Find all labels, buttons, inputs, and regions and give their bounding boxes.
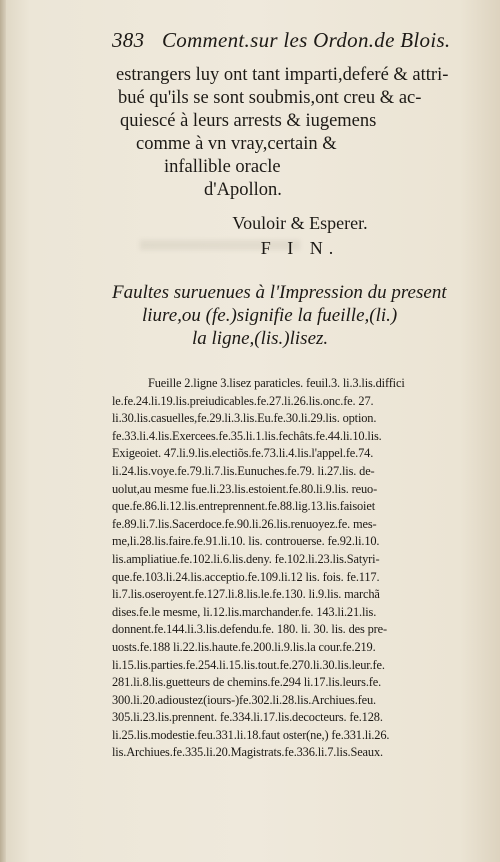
errata-heading-line: la ligne,(lis.)lisez. [192,328,329,349]
errata-line: fe.89.li.7.lis.Sacerdoce.fe.90.li.26.lis.renuoyez.fe. mes- [112,516,377,531]
body-line: bué qu'ils se sont soubmis,ont creu & ac- [118,88,422,108]
errata-line: uolut,au mesme fue.li.23.lis.estoient.fe.80.li.9.lis. reuo- [112,481,378,496]
errata-list [112,375,490,762]
errata-line: li.30.lis.casuelles,fe.29.li.3.lis.Eu.fe.30.li.29.lis. option. [112,411,377,426]
closing-paragraph [116,64,484,202]
errata-line: le.fe.24.li.19.lis.preiudicables.fe.27.li.26.lis.onc.fe. 27. [112,393,374,408]
errata-line: que.fe.103.li.24.lis.acceptio.fe.109.li.12 lis. fois. fe.117. [112,569,380,584]
errata-line: 300.li.20.adioustez(iours-)fe.302.li.28.lis.Archiues.feu. [112,692,376,707]
page-header [112,28,482,53]
errata-line: 305.li.23.lis.prennent. fe.334.li.17.lis.decocteurs. fe.128. [112,710,383,725]
page-gutter [0,0,6,862]
errata-line: li.25.lis.modestie.feu.331.li.18.faut oster(ne,) fe.331.li.26. [112,727,390,742]
running-title: Comment.sur les Ordon.de Blois. [161,28,451,52]
errata-line: lis.Archiues.fe.335.li.20.Magistrats.fe.336.li.7.lis.Seaux. [112,745,383,760]
errata-line: Fueille 2.ligne 3.lisez paraticles. feuil.3. li.3.lis.diffici [148,376,405,390]
errata-heading-line: liure,ou (fe.)signifie la fueille,(li.) [142,305,398,326]
errata-line: dises.fe.le mesme, li.12.lis.marchander.fe. 143.li.21.lis. [112,604,377,619]
body-line: d'Apollon. [204,180,282,200]
errata-line: donnent.fe.144.li.3.lis.defendu.fe. 180. li. 30. lis. des pre- [112,622,387,637]
errata-line: Exigeoiet. 47.li.9.lis.electiõs.fe.73.li.4.lis.l'appel.fe.74. [112,446,374,461]
errata-line: que.fe.86.li.12.lis.entreprennent.fe.88.lig.13.lis.faisoiet [112,499,375,514]
body-line: quiescé à leurs arrests & iugemens [120,111,377,131]
errata-line: li.15.lis.parties.fe.254.li.15.lis.tout.fe.270.li.30.lis.leur.fe. [112,657,385,672]
errata-line: fe.33.li.4.lis.Exercees.fe.35.li.1.lis.fechâts.fe.44.li.10.lis. [112,428,382,443]
errata-line: lis.ampliatiue.fe.102.li.6.lis.deny. fe.102.li.23.lis.Satyri- [112,551,380,566]
body-line: estrangers luy ont tant imparti,deferé & attri- [116,65,449,85]
errata-heading-line: Faultes suruenues à l'Impression du present [112,282,447,303]
errata-line: me,li.28.lis.faire.fe.91.li.10. lis. controuerse. fe.92.li.10. [112,534,380,549]
errata-line: uosts.fe.188 li.22.lis.haute.fe.200.li.9.lis.la cour.fe.219. [112,639,376,654]
errata-heading [112,281,484,350]
errata-line: li.7.lis.oseroyent.fe.127.li.8.lis.le.fe.130. li.9.lis. marchã [112,587,380,602]
page-number: 383 [112,28,145,52]
body-line: infallible oracle [164,157,281,177]
fin-mark: F I N. [260,238,340,258]
device-motto: Vouloir & Esperer. [232,213,368,233]
errata-line: li.24.lis.voye.fe.79.li.7.lis.Eunuches.fe.79. li.27.lis. de- [112,463,375,478]
errata-line: 281.li.8.lis.guetteurs de chemins.fe.294 li.17.lis.leurs.fe. [112,675,382,690]
body-line: comme à vn vray,certain & [136,134,337,154]
